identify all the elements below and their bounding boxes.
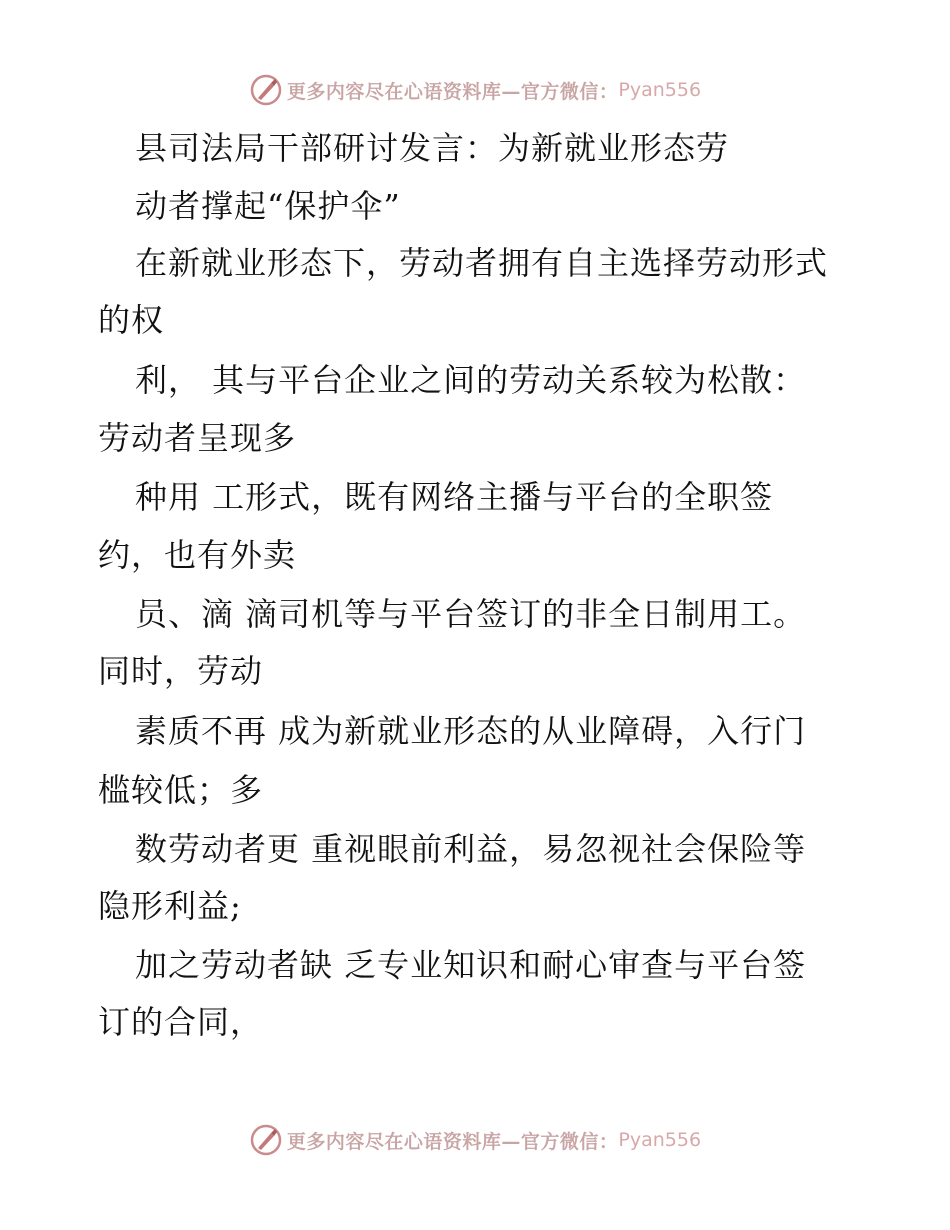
text-line: 槛较低；多 [98, 771, 264, 809]
watermark-text: 更多内容尽在心语资料库—官方微信： [286, 1130, 619, 1153]
pen-circle-logo-icon [249, 1123, 283, 1157]
text-line: 隐形利益; [98, 887, 242, 925]
text-line: 订的合同， [98, 1003, 264, 1041]
text-line: 劳动者呈现多 [98, 419, 297, 457]
watermark-handle: Pyan556 [618, 79, 702, 101]
text-line: 同时，劳动 [98, 652, 264, 690]
text-line: 数劳动者更 重视眼前利益，易忽视社会保险等 [135, 830, 807, 868]
text-line: 县司法局干部研讨发言：为新就业形态劳 [135, 129, 730, 167]
footer-watermark [0, 1120, 950, 1160]
text-line: 加之劳动者缺 乏专业知识和耐心审查与平台签 [135, 946, 807, 984]
text-line: 种用 工形式，既有网络主播与平台的全职签 [135, 478, 774, 516]
text-line: 的权 [98, 301, 165, 339]
text-line: 员、滴 滴司机等与平台签订的非全日制用工。 [135, 595, 807, 633]
watermark-text: 更多内容尽在心语资料库—官方微信： [286, 80, 619, 103]
text-line: 利， 其与平台企业之间的劳动关系较为松散： [135, 361, 807, 399]
text-line: 动者撑起“保护伞” [135, 187, 401, 225]
watermark-handle: Pyan556 [618, 1129, 702, 1151]
text-line: 在新就业形态下，劳动者拥有自主选择劳动形式 [135, 244, 829, 282]
text-line: 约，也有外卖 [98, 536, 297, 574]
text-line: 素质不再 成为新就业形态的从业障碍，入行门 [135, 712, 807, 750]
